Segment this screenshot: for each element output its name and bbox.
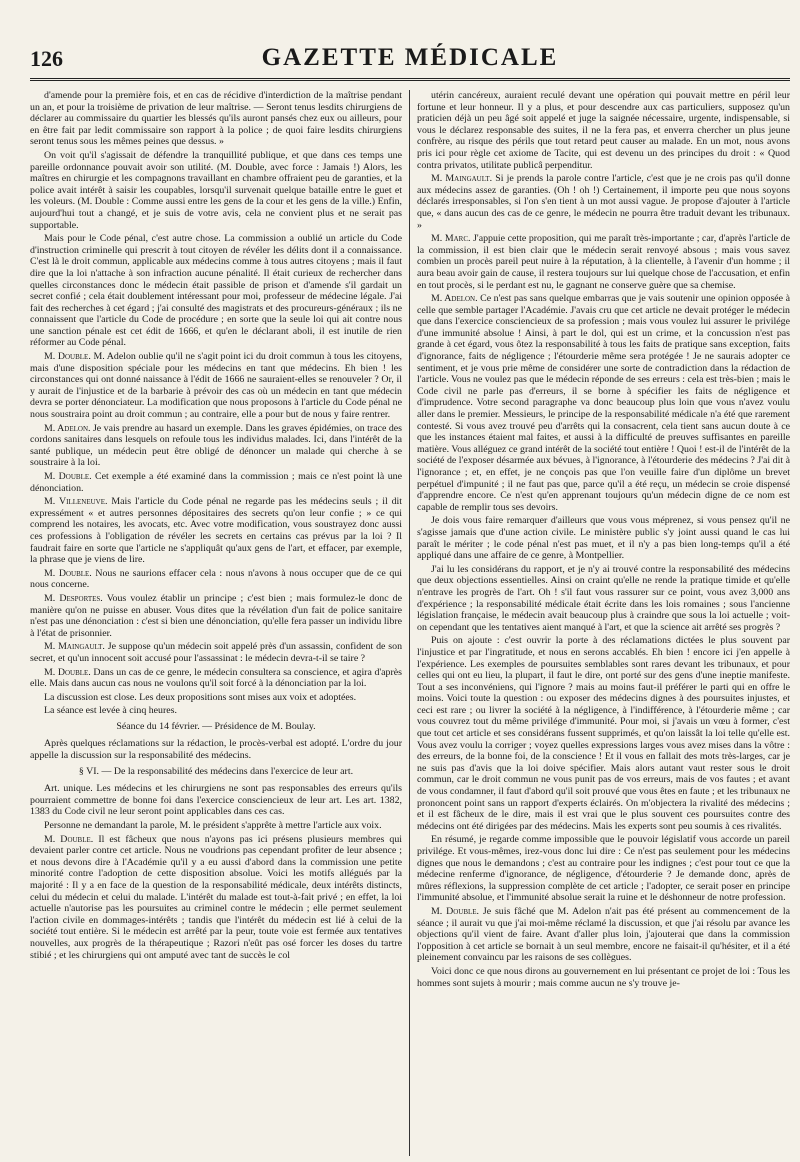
paragraph [30,834,402,962]
paragraph-text: Je suppose qu'un médecin soit appelé près d'un assassin, confident de son secret, et qu'un innocent soit accusé pour l'assassinat : le médecin devra-t-il se taire ? [30,641,403,664]
paragraph [30,820,402,832]
paragraph-text: Puis on ajoute : c'est ouvrir la porte à des réclamations dictées le plus souvent par l'injustice et par l'ingratitude, et nous en serons accablés. Eh bien ! encore ici j'en appelle à l'expérience. Les exemples de poursuites semblables sont rares devant les tribunaux, et pour celles qui ont eu lieu, la plupart, il faut le dire, ont porté sur des gens d'une ineptie manifeste. Tout a ses inconvéniens, qui l'ignore ? mais au moins faut-il préférer le parti qui en offre le moins. Voici toute la question : ou exposer des médecins dignes à des poursuites injustes, et ceci est rare ; ou livrer la société à la négligence, à l'indifférence, à l'étourderie même ; car vous couvrez tout du même privilége d'immunité. Pour moi, si j'avais un vœu à former, c'est que tout cet article et ses considérans fussent supprimés, et qu'on laissât la loi telle qu'elle est. Vous avez voulu la corriger ; voyez quelles expressions larges vous avez mises dans la vôtre : des erreurs, de la bonne foi, de la conscience ! Et il vous en fallait des mots très-larges, car je ne suis pas d'avis que la loi doive spécifier. Mais alors autant vaut rester sous le droit commun, car le droit commun ne vous punit pas de vos erreurs, mais de vos fautes ; et avant de vous condamner, il faut d'abord qu'il soit prouvé que vous êtes en faute ; et les tribunaux ne prononcent point sans un rapport d'experts éclairés. On m'objectera la rivalité des médecins ; et il est fâcheux de le dire, mais il est vrai que le plus souvent ces poursuites contre des médecins ont été dirigées par des médecins. Mais les experts sont peu soumis à ces rivalités. [417,635,790,832]
paragraph [417,635,790,832]
speaker-name: M. Double. [431,905,480,917]
speaker-name: M. Adelon. [431,293,478,305]
paragraph [417,515,790,561]
paragraph-text: En résumé, je regarde comme impossible que le pouvoir législatif vous accorde un pareil privilége. Et vous-mêmes, irez-vous donc lui dire : Ce n'est pas seulement pour les médecins dignes que nous le demandons ; c'est au contraire pour les indignes ; c'est pour tout ce que la médecine renferme d'ignorance, de négligence, d'étourderie ? Je demande donc, après de mûres réflexions, la suppression complète de cet article ; l'adopter, ce serait poser en principe l'immunité absolue, et l'immunité absolue serait la ruine et le déshonneur de notre profession. [417,834,790,904]
paragraph [30,692,402,704]
paragraph [30,150,402,231]
speaker-name: M. Double. [44,567,92,579]
paragraph [417,834,790,904]
paragraph [30,783,402,818]
paragraph-text: Nous ne saurions effacer cela : nous n'avons à nous occuper que de ce qui nous concerne. [30,567,402,591]
speaker-name: M. Villeneuve. [44,496,108,508]
paragraph [417,564,790,634]
paragraph [30,496,402,566]
paragraph-text: Ce n'est pas sans quelque embarras que je vais soutenir une opinion opposée à celle que semble partager l'Académie. J'avais cru que cet article ne devait protéger le médecin que dans l'exercice consciencieux de sa profession ; mais vous voulez lui assurer le privilége d'une immunité absolue ! Ainsi, à part le dol, qui est un crime, et la concussion n'est pas grande à cet égard, vous ôtez la responsabilité à tous les faits de pratique sans exception, faits d'ignorance, faits de négligence ; l'étourderie même sera protégée ! Je ne saurais adopter ce sentiment, et je vous prie même de considérer une sorte de contradiction dans la rédaction de l'article. Vous ne voulez pas que le médecin réponde de ses erreurs : cela est très-bien ; mais le Code civil ne parle pas d'erreurs, il se borne à spécifier les faits de négligence et d'imprudence. Votre second paragraphe va donc beaucoup plus loin que vous n'avez voulu aller dans le premier. Messieurs, le principe de la responsabilité médicale n'a été que rarement contesté. Si vous avez trouvé peu d'arrêts qui la consacrent, cela tient sans aucun doute à ce que les instances étaient mal faites, et aussi à la difficulté de preuves suffisantes en pareille matière. Vous alléguez ce grand intérêt de la société tout entière ! Quoi ! est-il de l'intérêt de la société de l'exposer désarmée aux bévues, à l'ignorance, à l'étourderie des médecins ? J'ai dit à l'ignorance ; et, en effet, je ne conçois pas que l'on veuille faire d'un diplôme un brevet perpétuel d'impunité ; il ne faut pas que, parce qu'il a été reçu, un médecin se croie dispensé d'apprendre encore. Ce n'est qu'en apprenant toujours qu'un médecin digne de ce nom est capable de remplir tous ses devoirs. [417,293,790,513]
speaker-name: M. Maingault. [431,173,493,185]
paragraph-text: Cet exemple a été examiné dans la commission ; mais ce n'est point là une dénonciation. [30,471,402,494]
page-number: 126 [30,46,63,71]
paragraph [417,173,790,231]
paragraph [417,233,790,291]
paragraph [417,906,790,964]
paragraph [30,705,402,717]
paragraph [417,966,790,989]
paragraph [30,471,402,494]
speaker-name: M. Double. [44,666,91,678]
left-column [30,90,410,1156]
speaker-name: M. Adelon. [44,422,91,434]
page-header [30,44,790,81]
paragraph [30,568,402,591]
speaker-name: M. Marc. [431,233,471,245]
paragraph-text: d'amende pour la première fois, et en cas de récidive d'interdiction de la maîtrise pendant un an, et pour la troisième de privation de leur maîtrise. — Seront tenus lesdits chirurgiens de déclarer au commissaire du quartier les blessés qu'ils auront pansés chez eux ou ailleurs, pour en être fait par ledit commissaire son rapport à la police ; de quoi faire lesdits chirurgiens seront tenus sous les mêmes peines que dessus. » [30,90,402,148]
paragraph-text: J'appuie cette proposition, qui me paraît très-importante ; car, d'après l'article de la commission, il est bien clair que le médecin serait renvoyé absous ; mais vous savez combien un procès pareil peut nuire à la réputation, à la clientelle, à l'avenir d'un homme ; il aura beau avoir gain de cause, il restera toujours sur lui quelque chose de l'accusation, et enfin en tout procès, si le perdant est nu, le gagnant ne conserve guère que sa chemise. [417,233,790,291]
text-columns [30,90,790,1156]
paragraph-text: utérin cancéreux, auraient reculé devant une opération qui pouvait mettre en péril leur fortune et leur honneur. Il y a plus, et pour descendre aux cas particuliers, supposez qu'un praticien déjà un peu âgé soit appelé et juge la saignée nécessaire, urgente, indispensable, si vous le déclarez responsable des suites, il ne la fera pas, et enverra chercher un plus jeune confrère, au risque des périls que tout retard peut causer au malade. En un mot, nous avons pris ici pour règle cet axiome de Tacite, qui est devenu un des principes du droit : « Quod contra privatos, utilitate publicâ perpenditur. [417,90,790,171]
paragraph-text: Mais pour le Code pénal, c'est autre chose. La commission a oublié un article du Code d'instruction criminelle qui prescrit à tout citoyen de révéler les délits dont il a connaissance. C'est là le droit commun, applicable aux médecins comme à tous autres citoyens ; mais il faut dire que la loi n'attache à son infraction aucune pénalité. Il était curieux de rechercher dans quelles circonstances donc le médecin était passible de prison et d'amende s'il gardait un secret confié ; cela était doublement intéressant pour moi, professeur de médecine légale. J'ai fait des recherches à cet égard ; j'ai consulté des magistrats et des procureurs-généraux ; ils ne connaissent que l'article du Code de procédure ; en sorte que la seule loi qui ait contre nous une sanction pénale est cet édit de 1666, et qu'en le déclarant aboli, il est inutile de rien réformer au Code pénal. [30,233,402,349]
speaker-name: M. Double. [44,471,92,482]
section-heading: § VI. — De la responsabilité des médecins dans l'exercice de leur art. [78,765,354,777]
journal-title: GAZETTE MÉDICALE [261,44,559,71]
paragraph [417,90,790,171]
paragraph [30,90,402,148]
paragraph-text: Vous voulez établir un principe ; c'est bien ; mais formulez-le donc de manière qu'on ne puisse en abuser. Vous dites que la révélation d'un fait de police sanitaire n'est pas une dénonciation : c'est si bien une dénonciation, qu'elle fera passer un individu libre à l'état de prisonnier. [30,592,402,639]
paragraph [30,641,402,664]
paragraph [30,738,402,761]
paragraph-text: J'ai lu les considérans du rapport, et je n'y ai trouvé contre la responsabilité des médecins que deux objections essentielles. Ainsi on craint qu'elle ne rende la pratique timide et qu'elle n'entrave les progrès de l'art. Oh ! s'il faut vous rassurer sur ce point, vous avez 3,000 ans d'expérience ; la responsabilité médicale était écrite dans les lois romaines ; sous l'ancienne législation française, le médecin avait beaucoup plus à craindre que sous la loi actuelle ; voit-on cependant que les tentatives aient manqué à l'art, et que la science ait arrêté ses progrès ? [417,563,790,633]
paragraph [30,351,402,421]
right-column [410,90,790,1156]
paragraph-text: Mais l'article du Code pénal ne regarde pas les médecins seuls ; il dit expressément « et autres personnes dépositaires des secrets qu'on leur confie ; » ce qui comprend les notaires, les avocats, etc. Avec votre modification, vous soustrayez donc aussi ces professions à l'obligation de révéler les secrets en certains cas prévus par la loi ? Il faudrait faire en sorte que l'article ne s'appliquât qu'aux gens de l'art, et effacer, par exemple, la phrase que je viens de lire. [30,496,403,566]
speaker-name: M. Desportes. [44,592,103,604]
paragraph-text: La discussion est close. Les deux propositions sont mises aux voix et adoptées. [44,691,357,703]
paragraph-text: M. Adelon oublie qu'il ne s'agit point ici du droit commun à tous les citoyens, mais d'une disposition spéciale pour les médecins en tant que médecins. Eh bien ! les circonstances qui ont donné naissance à l'édit de 1666 ne sauraient-elles se renouveler ? Or, il y aurait de l'injustice et de la barbarie à prévoir des cas où un médecin en tant que médecin devra se porter dénonciateur. La modification que nous proposons à l'article du Code pénal ne nous soustrairа point au droit commun ; au contraire, elle a pour but de nous y faire rentrer. [30,351,403,421]
paragraph [30,423,402,469]
paragraph-text: Il est fâcheux que nous n'ayons pas ici présens plusieurs membres qui devaient parler contre cet article. Nous ne voudrions pas cependant profiter de leur absence ; et nous devons dire à l'Académie qu'il y a eu aussi d'abord dans la commission une petite minorité contre l'adoption de cette disposition absolue. Voici les motifs allégués par la majorité : Il y a en face de la question de la responsabilité médicale, deux intérêts distincts, celui du médecin et celui du malade. L'intérêt du malade est tout-à-fait privé ; en effet, la loi actuelle n'autorise pas les poursuites au criminel contre le médecin ; elle permet seulement l'action civile en dommages-intérêts ; tandis que l'intérêt du médecin est lié à celui de la société tout entière. Si le médecin est arrêté par la peur, toute voie est fermée aux tentatives nouvelles, aux progrès de la thérapeutique ; Razori n'eût pas osé forcer les doses du tartre stibié ; et les chirurgiens qui ont amputé avec tant de succès le col [30,833,403,961]
paragraph-text: Dans un cas de ce genre, le médecin consultera sa conscience, et agira d'après elle. Mais dans aucun cas nous ne voulons qu'il soit forcé à la dénonciation par la loi. [30,666,403,690]
paragraph-text: Je suis fâché que M. Adelon n'ait pas été présent au commencement de la séance ; il aurait vu que j'ai moi-même réclamé la discussion, et que j'ai résolu par avance les objections qu'il vient de faire. Avant d'aller plus loin, j'ajouterai que dans la commission l'opposition à cet article se bornait à un seul membre, encore ne faisait-il qu'hésiter, et il a été pleinement convaincu par les raisons de ses collègues. [417,905,790,964]
paragraph-text: Si je prends la parole contre l'article, c'est que je ne crois pas qu'il donne aux médecins assez de garanties. (Oh ! oh !) Certainement, il importe peu que nous soyons déclarés irresponsables, si l'on s'en tient à un mot aussi vague. Je propose d'ajouter à l'article que, « dans aucun des cas de ce genre, le médecin ne pourra être traduit devant les tribunaux. » [417,173,790,231]
paragraph-text: Je dois vous faire remarquer d'ailleurs que vous vous méprenez, si vous pensez qu'il ne s'agisse jamais que d'une action civile. Le ministère public s'y joint aussi quand le cas lui paraît le mériter ; le code pénal n'est pas muet, et il n'y a pas bien long-temps qu'il a été appliqué dans une affaire de ce genre, à Montpellier. [417,515,790,562]
speaker-name: M. Double. [44,833,94,845]
speaker-name: M. Double. [44,351,91,363]
paragraph-text: La séance est levée à cinq heures. [44,705,177,717]
paragraph-text: Voici donc ce que nous dirons au gouvernement en lui présentant ce projet de loi : Tous les hommes sont sujets à mourir ; mais comme aucun ne s'y trouve je- [417,965,790,989]
speaker-name: M. Maingault. [44,641,105,653]
paragraph-text: On voit qu'il s'agissait de défendre la tranquillité publique, et que dans ces temps une pareille ordonnance pouvait avoir son utilité. (M. Double, avec force : Jamais !) Alors, les maîtres en chirurgie et les compagnons travaillant en chambre offraient peu de garanties, et la police avait intérêt à saisir les coupables, lorsqu'il survenait quelque bataille entre le guet et les voleurs. (M. Double : Comme aussi entre les gens de la cour et les gens de la ville.) Enfin, aujourd'hui tout a changé, et je suis de votre avis, cela ne convient plus et ne serait pas supportable. [30,149,402,231]
paragraph [30,233,402,349]
paragraph [417,293,790,513]
paragraph [30,593,402,639]
paragraph-text: Art. unique. Les médecins et les chirurgiens ne sont pas responsables des erreurs qu'ils pourraient commettre de bonne foi dans l'exercice consciencieux de leur art. Les art. 1382, 1383 du Code civil ne leur seront point applicables dans ces cas. [30,783,402,818]
paragraph [30,667,402,690]
paragraph-text: Personne ne demandant la parole, M. le président s'apprête à mettre l'article aux voix. [44,820,382,832]
paragraph-text: Après quelques réclamations sur la rédaction, le procès-verbal est adopté. L'ordre du jour appelle la discussion sur la responsabilité des médecins. [30,738,402,762]
section-heading: Séance du 14 février. — Présidence de M. Boulay. [116,720,316,732]
paragraph-text: Je vais prendre au hasard un exemple. Dans les graves épidémies, on trace des cordons sanitaires dans lesquels on refoule tous les individus malades. Ici, dans l'intérêt de la santé publique, un médecin peut être obligé de dénoncer un malade qui cherche à se soustraire à la loi. [30,422,402,469]
